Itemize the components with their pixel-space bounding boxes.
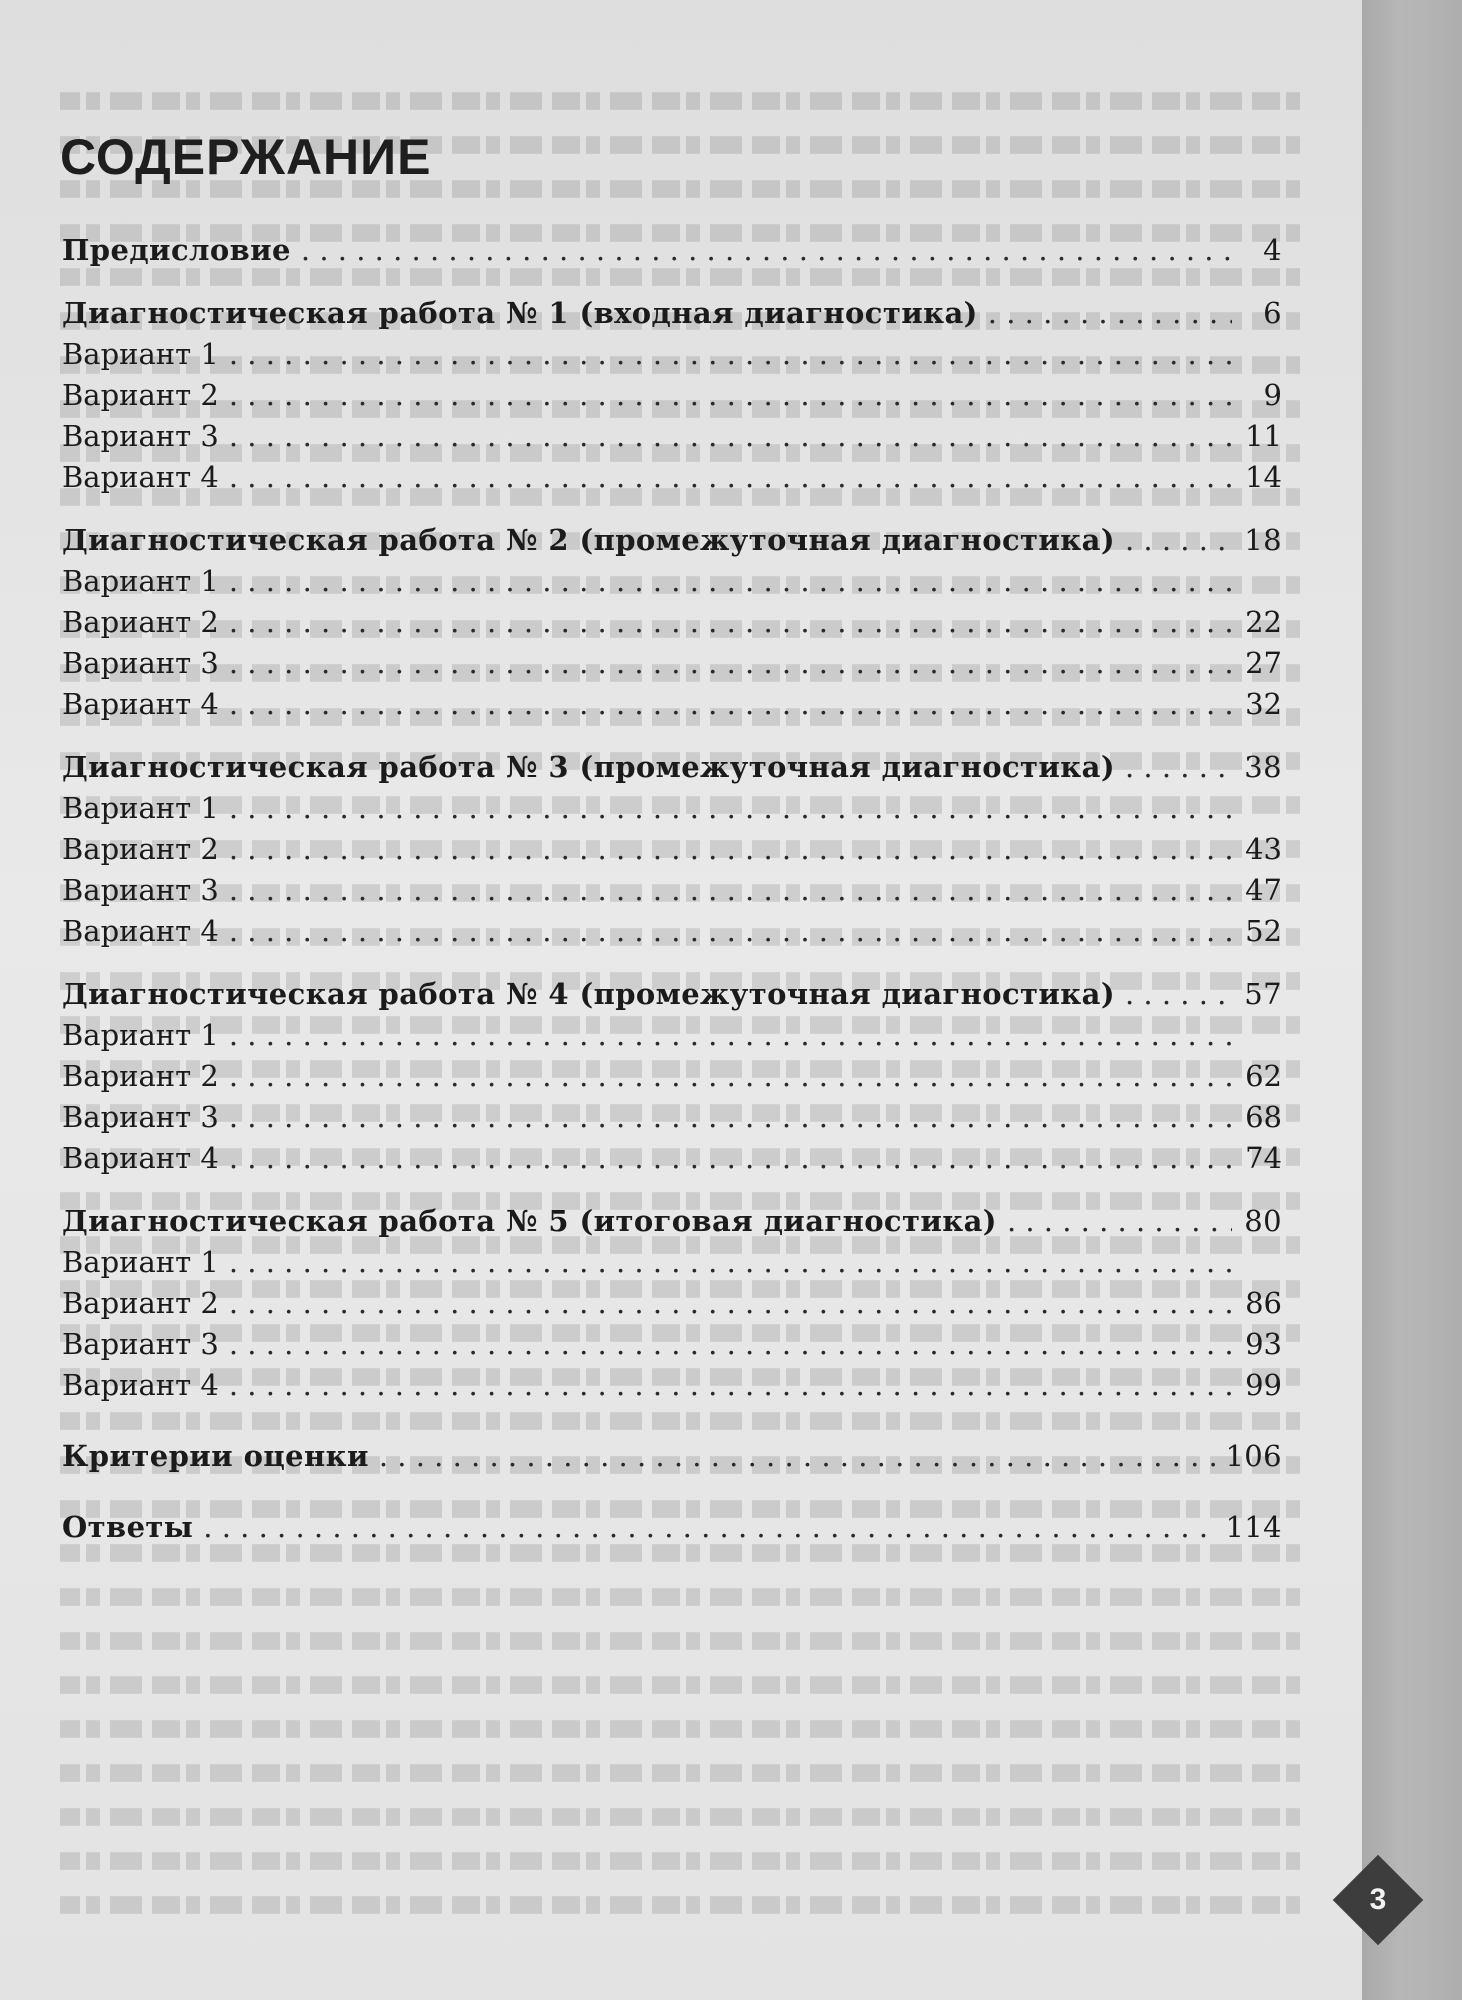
toc-entry-title: Вариант 1 bbox=[62, 1245, 219, 1279]
toc-entry-title: Вариант 2 bbox=[62, 1059, 219, 1093]
toc-dot-leader bbox=[1007, 1201, 1232, 1242]
toc-dot-leader bbox=[229, 334, 1232, 375]
toc-page-number: 6 bbox=[1263, 296, 1282, 330]
toc-variant-row bbox=[62, 1365, 1282, 1406]
toc-page-number: 99 bbox=[1245, 1368, 1282, 1402]
toc-dot-leader bbox=[229, 643, 1232, 684]
toc-entry-title: Предисловие bbox=[62, 233, 291, 267]
toc-entry-title: Вариант 2 bbox=[62, 1286, 219, 1320]
toc-dot-leader bbox=[203, 1507, 1215, 1548]
toc-dot-leader bbox=[301, 230, 1232, 271]
toc-page-number: 47 bbox=[1245, 873, 1282, 907]
toc-page-number: 11 bbox=[1245, 419, 1282, 453]
toc-section-row bbox=[62, 230, 1282, 271]
toc-dot-leader bbox=[229, 1283, 1232, 1324]
toc-dot-leader bbox=[229, 602, 1232, 643]
toc-variant-row bbox=[62, 375, 1282, 416]
toc-entry-title: Вариант 3 bbox=[62, 1100, 219, 1134]
toc-variant-row bbox=[62, 870, 1282, 911]
toc-page-number: 74 bbox=[1245, 1141, 1282, 1175]
toc-page-number: 80 bbox=[1244, 1204, 1282, 1238]
show-through-line bbox=[60, 1632, 1300, 1650]
toc-dot-leader bbox=[229, 1138, 1232, 1179]
toc-dot-leader bbox=[229, 684, 1232, 725]
toc-page-number: 86 bbox=[1245, 1286, 1282, 1320]
show-through-line bbox=[60, 1808, 1300, 1826]
show-through-line bbox=[60, 1896, 1300, 1914]
toc-entry-title: Критерии оценки bbox=[62, 1439, 369, 1473]
toc-section-row bbox=[62, 293, 1282, 334]
toc-section-row bbox=[62, 1436, 1282, 1477]
toc-variant-row bbox=[62, 1097, 1282, 1138]
toc-entry-title: Вариант 2 bbox=[62, 832, 219, 866]
toc-variant-row bbox=[62, 1324, 1282, 1365]
show-through-line bbox=[60, 92, 1300, 110]
show-through-line bbox=[60, 1588, 1300, 1606]
toc-page-number: 68 bbox=[1245, 1100, 1282, 1134]
toc-section-row bbox=[62, 1201, 1282, 1242]
toc-variant-row bbox=[62, 643, 1282, 684]
toc-entry-title: Вариант 1 bbox=[62, 1018, 219, 1052]
toc-variant-row bbox=[62, 561, 1282, 602]
toc-page-number: 22 bbox=[1245, 605, 1282, 639]
toc-page-number: 62 bbox=[1245, 1059, 1282, 1093]
toc-dot-leader bbox=[229, 1242, 1232, 1283]
toc-variant-row bbox=[62, 684, 1282, 725]
toc-entry-title: Диагностическая работа № 4 (промежуточная диагностика) bbox=[62, 977, 1115, 1011]
toc-entry-title: Вариант 4 bbox=[62, 460, 219, 494]
toc-variant-row bbox=[62, 1242, 1282, 1283]
toc-entry-title: Вариант 4 bbox=[62, 914, 219, 948]
toc-entry-title: Вариант 3 bbox=[62, 646, 219, 680]
toc-variant-row bbox=[62, 1015, 1282, 1056]
toc-dot-leader bbox=[229, 1097, 1232, 1138]
toc-dot-leader bbox=[229, 1365, 1232, 1406]
toc-page-number: 52 bbox=[1245, 914, 1282, 948]
toc-entry-title: Вариант 1 bbox=[62, 564, 219, 598]
toc-page-number: 27 bbox=[1245, 646, 1282, 680]
toc-page-number: 114 bbox=[1225, 1510, 1282, 1544]
page-edge-strip bbox=[1362, 0, 1462, 2000]
toc-entry-title: Ответы bbox=[62, 1510, 194, 1544]
show-through-line bbox=[60, 1720, 1300, 1738]
show-through-line bbox=[60, 1676, 1300, 1694]
toc-dot-leader bbox=[229, 375, 1232, 416]
toc-dot-leader bbox=[229, 1056, 1232, 1097]
toc-dot-leader bbox=[229, 870, 1232, 911]
toc-entry-title: Диагностическая работа № 3 (промежуточная диагностика) bbox=[62, 750, 1115, 784]
toc-entry-title: Вариант 1 bbox=[62, 791, 219, 825]
toc-entry-title: Вариант 3 bbox=[62, 873, 219, 907]
toc-dot-leader bbox=[229, 788, 1232, 829]
toc-dot-leader bbox=[229, 561, 1232, 602]
toc-entry-title: Вариант 4 bbox=[62, 1368, 219, 1402]
toc-dot-leader bbox=[229, 829, 1232, 870]
page-number: 3 bbox=[1369, 1883, 1387, 1916]
page-title: СОДЕРЖАНИЕ bbox=[60, 129, 432, 185]
toc-dot-leader bbox=[229, 416, 1232, 457]
toc-entry-title: Вариант 2 bbox=[62, 605, 219, 639]
toc-dot-leader bbox=[1125, 974, 1232, 1015]
toc-section-row bbox=[62, 974, 1282, 1015]
toc-entry-title: Вариант 3 bbox=[62, 1327, 219, 1361]
toc-page-number: 4 bbox=[1263, 233, 1282, 267]
toc-page-number: 9 bbox=[1263, 378, 1282, 412]
toc-page-number: 38 bbox=[1244, 750, 1282, 784]
toc-section-row bbox=[62, 520, 1282, 561]
toc-entry-title: Вариант 4 bbox=[62, 687, 219, 721]
toc-page-number: 32 bbox=[1245, 687, 1282, 721]
toc-variant-row bbox=[62, 788, 1282, 829]
toc-entry-title: Вариант 4 bbox=[62, 1141, 219, 1175]
toc-entry-title: Вариант 2 bbox=[62, 378, 219, 412]
toc-variant-row bbox=[62, 457, 1282, 498]
toc-entry-title: Диагностическая работа № 2 (промежуточная диагностика) bbox=[62, 523, 1115, 557]
toc-section-row bbox=[62, 747, 1282, 788]
toc-entry-title: Вариант 1 bbox=[62, 337, 219, 371]
toc-variant-row bbox=[62, 1138, 1282, 1179]
table-of-contents bbox=[62, 230, 1282, 1548]
toc-variant-row bbox=[62, 602, 1282, 643]
toc-entry-title: Диагностическая работа № 1 (входная диагностика) bbox=[62, 296, 978, 330]
toc-page-number: 14 bbox=[1245, 460, 1282, 494]
toc-variant-row bbox=[62, 911, 1282, 952]
toc-dot-leader bbox=[229, 1324, 1232, 1365]
toc-entry-title: Диагностическая работа № 5 (итоговая диагностика) bbox=[62, 1204, 997, 1238]
toc-dot-leader bbox=[229, 911, 1232, 952]
toc-variant-row bbox=[62, 334, 1282, 375]
toc-variant-row bbox=[62, 1056, 1282, 1097]
toc-page-number: 18 bbox=[1244, 523, 1282, 557]
toc-page-number: 93 bbox=[1245, 1327, 1282, 1361]
toc-page-number: 43 bbox=[1245, 832, 1282, 866]
toc-dot-leader bbox=[1125, 520, 1232, 561]
toc-section-row bbox=[62, 1507, 1282, 1548]
toc-dot-leader bbox=[379, 1436, 1216, 1477]
toc-page-number: 57 bbox=[1244, 977, 1282, 1011]
toc-page-number: 106 bbox=[1225, 1439, 1282, 1473]
toc-dot-leader bbox=[1125, 747, 1232, 788]
toc-dot-leader bbox=[988, 293, 1232, 334]
toc-variant-row bbox=[62, 1283, 1282, 1324]
toc-dot-leader bbox=[229, 1015, 1232, 1056]
toc-variant-row bbox=[62, 416, 1282, 457]
show-through-line bbox=[60, 1852, 1300, 1870]
toc-dot-leader bbox=[229, 457, 1232, 498]
show-through-line bbox=[60, 1764, 1300, 1782]
toc-variant-row bbox=[62, 829, 1282, 870]
toc-entry-title: Вариант 3 bbox=[62, 419, 219, 453]
